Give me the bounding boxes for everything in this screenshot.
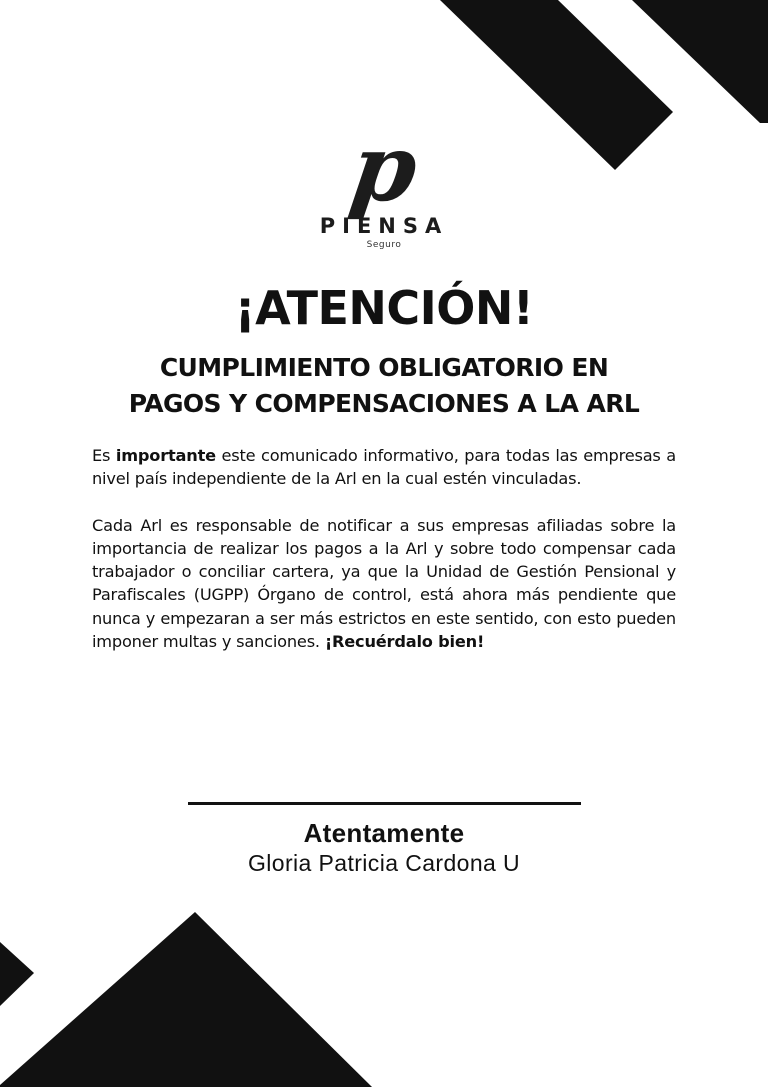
logo-subtitle: Seguro [366, 240, 402, 250]
bottom-left-small-triangle [0, 942, 34, 1006]
paragraph-2-text: Cada Arl es responsable de notificar a sus empresas afiliadas sobre la importancia de realizar los pagos a la Arl y sobre todo compensar cada trabajador o conciliar cartera, ya que la Unidad de Gestión Pensional y Parafiscales (UGPP) Órgano de control, está ahora más pendiente que nunca y empezaran a ser más estrictos en este sentido, con esto pueden imponer multas y sanciones. [92, 515, 676, 652]
logo-mark: p [344, 114, 424, 222]
signature-closing: Atentamente [303, 818, 465, 848]
subtitle-line-2: PAGOS Y COMPENSACIONES A LA ARL [128, 389, 640, 418]
page-subtitle [60, 350, 708, 422]
paragraph-1-rest: este comunicado informativo, para todas las empresas a nivel país independiente de la Arl en la cual estén vinculadas. [92, 446, 676, 489]
body-text [92, 444, 676, 653]
signature-line [188, 802, 581, 805]
paragraph-2-emphasis: ¡Recuérdalo bien! [324, 632, 485, 652]
paragraph-1 [92, 444, 676, 491]
page-title: ¡ATENCIÓN! [234, 281, 534, 335]
subtitle-line-1: CUMPLIMIENTO OBLIGATORIO EN [159, 353, 609, 382]
logo [0, 114, 768, 222]
bottom-left-large-triangle [0, 912, 372, 1087]
paragraph-2 [92, 514, 676, 654]
logo-name: PIENSA [319, 214, 449, 238]
paragraph-1-lead: Es [92, 446, 116, 465]
paragraph-1-emphasis: importante [115, 446, 216, 465]
signature-name: Gloria Patricia Cardona U [247, 850, 521, 876]
